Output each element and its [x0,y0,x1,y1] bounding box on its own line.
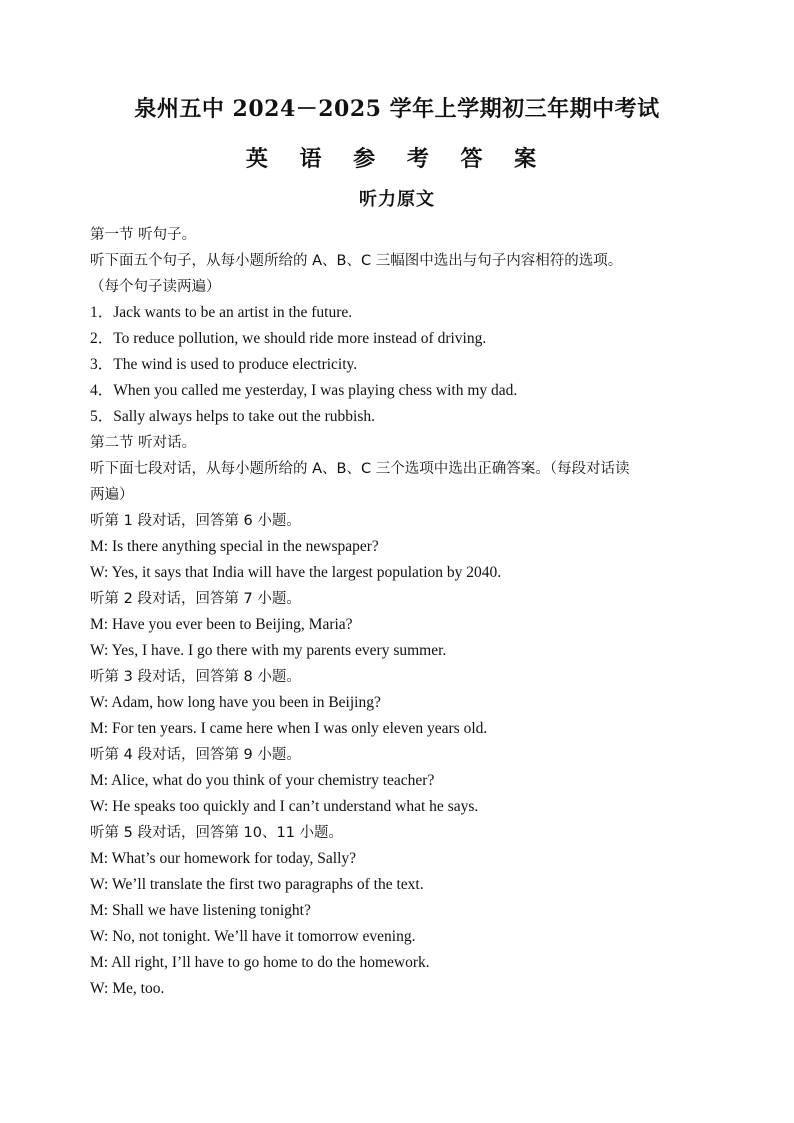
dialogue-line: W: No, not tonight. We’ll have it tomorrow evening. [90,928,416,945]
dialogue-line: M: All right, I’ll have to go home to do the homework. [90,954,430,971]
sentence-item-3: 3．The wind is used to produce electricity. [90,356,358,373]
dialogue-line: M: For ten years. I came here when I was only eleven years old. [90,720,488,737]
dialogue-5-prompt: 听第 5 段对话，回答第 10、11 小题。 [90,825,344,841]
transcript-body [90,222,730,1002]
sentence-item-2: 2．To reduce pollution, we should ride more instead of driving. [90,330,487,347]
sentence-item-5: 5．Sally always helps to take out the rubbish. [90,408,375,425]
dialogue-line: W: Yes, it says that India will have the largest population by 2040. [90,564,502,581]
section-two-instruction: 听下面七段对话，从每小题所给的 A、B、C 三个选项中选出正确答案。（每段对话读 [90,461,630,477]
exam-title: 泉州五中 2024－2025 学年上学期初三年期中考试 [134,96,660,122]
dialogue-line: M: Shall we have listening tonight? [90,902,311,919]
listening-transcript-heading: 听力原文 [359,189,435,210]
section-two-heading: 第二节 听对话。 [90,435,197,451]
dialogue-line: W: We’ll translate the first two paragraphs of the text. [90,876,424,893]
section-one-instruction: 听下面五个句子，从每小题所给的 A、B、C 三幅图中选出与句子内容相符的选项。 [90,253,623,269]
dialogue-2-prompt: 听第 2 段对话，回答第 7 小题。 [90,591,301,607]
dialogue-line: W: He speaks too quickly and I can’t understand what he says. [90,798,479,815]
dialogue-4-prompt: 听第 4 段对话，回答第 9 小题。 [90,747,301,763]
sentence-item-1: 1．Jack wants to be an artist in the future. [90,304,353,321]
answer-key-subtitle: 英 语 参 考 答 案 [245,146,549,172]
dialogue-line: M: Have you ever been to Beijing, Maria? [90,616,353,633]
dialogue-3-prompt: 听第 3 段对话，回答第 8 小题。 [90,669,301,685]
dialogue-line: M: Alice, what do you think of your chemistry teacher? [90,772,435,789]
section-two-instruction-cont: 两遍） [90,487,134,503]
section-one-heading: 第一节 听句子。 [90,227,197,243]
dialogue-1-prompt: 听第 1 段对话，回答第 6 小题。 [90,513,301,529]
dialogue-line: W: Yes, I have. I go there with my parents every summer. [90,642,447,659]
section-one-note: （每个句子读两遍） [90,279,221,295]
dialogue-line: W: Adam, how long have you been in Beijing? [90,694,381,711]
sentence-item-4: 4．When you called me yesterday, I was playing chess with my dad. [90,382,518,399]
dialogue-line: M: What’s our homework for today, Sally? [90,850,357,867]
dialogue-line: M: Is there anything special in the newspaper? [90,538,379,555]
dialogue-line: W: Me, too. [90,980,165,997]
